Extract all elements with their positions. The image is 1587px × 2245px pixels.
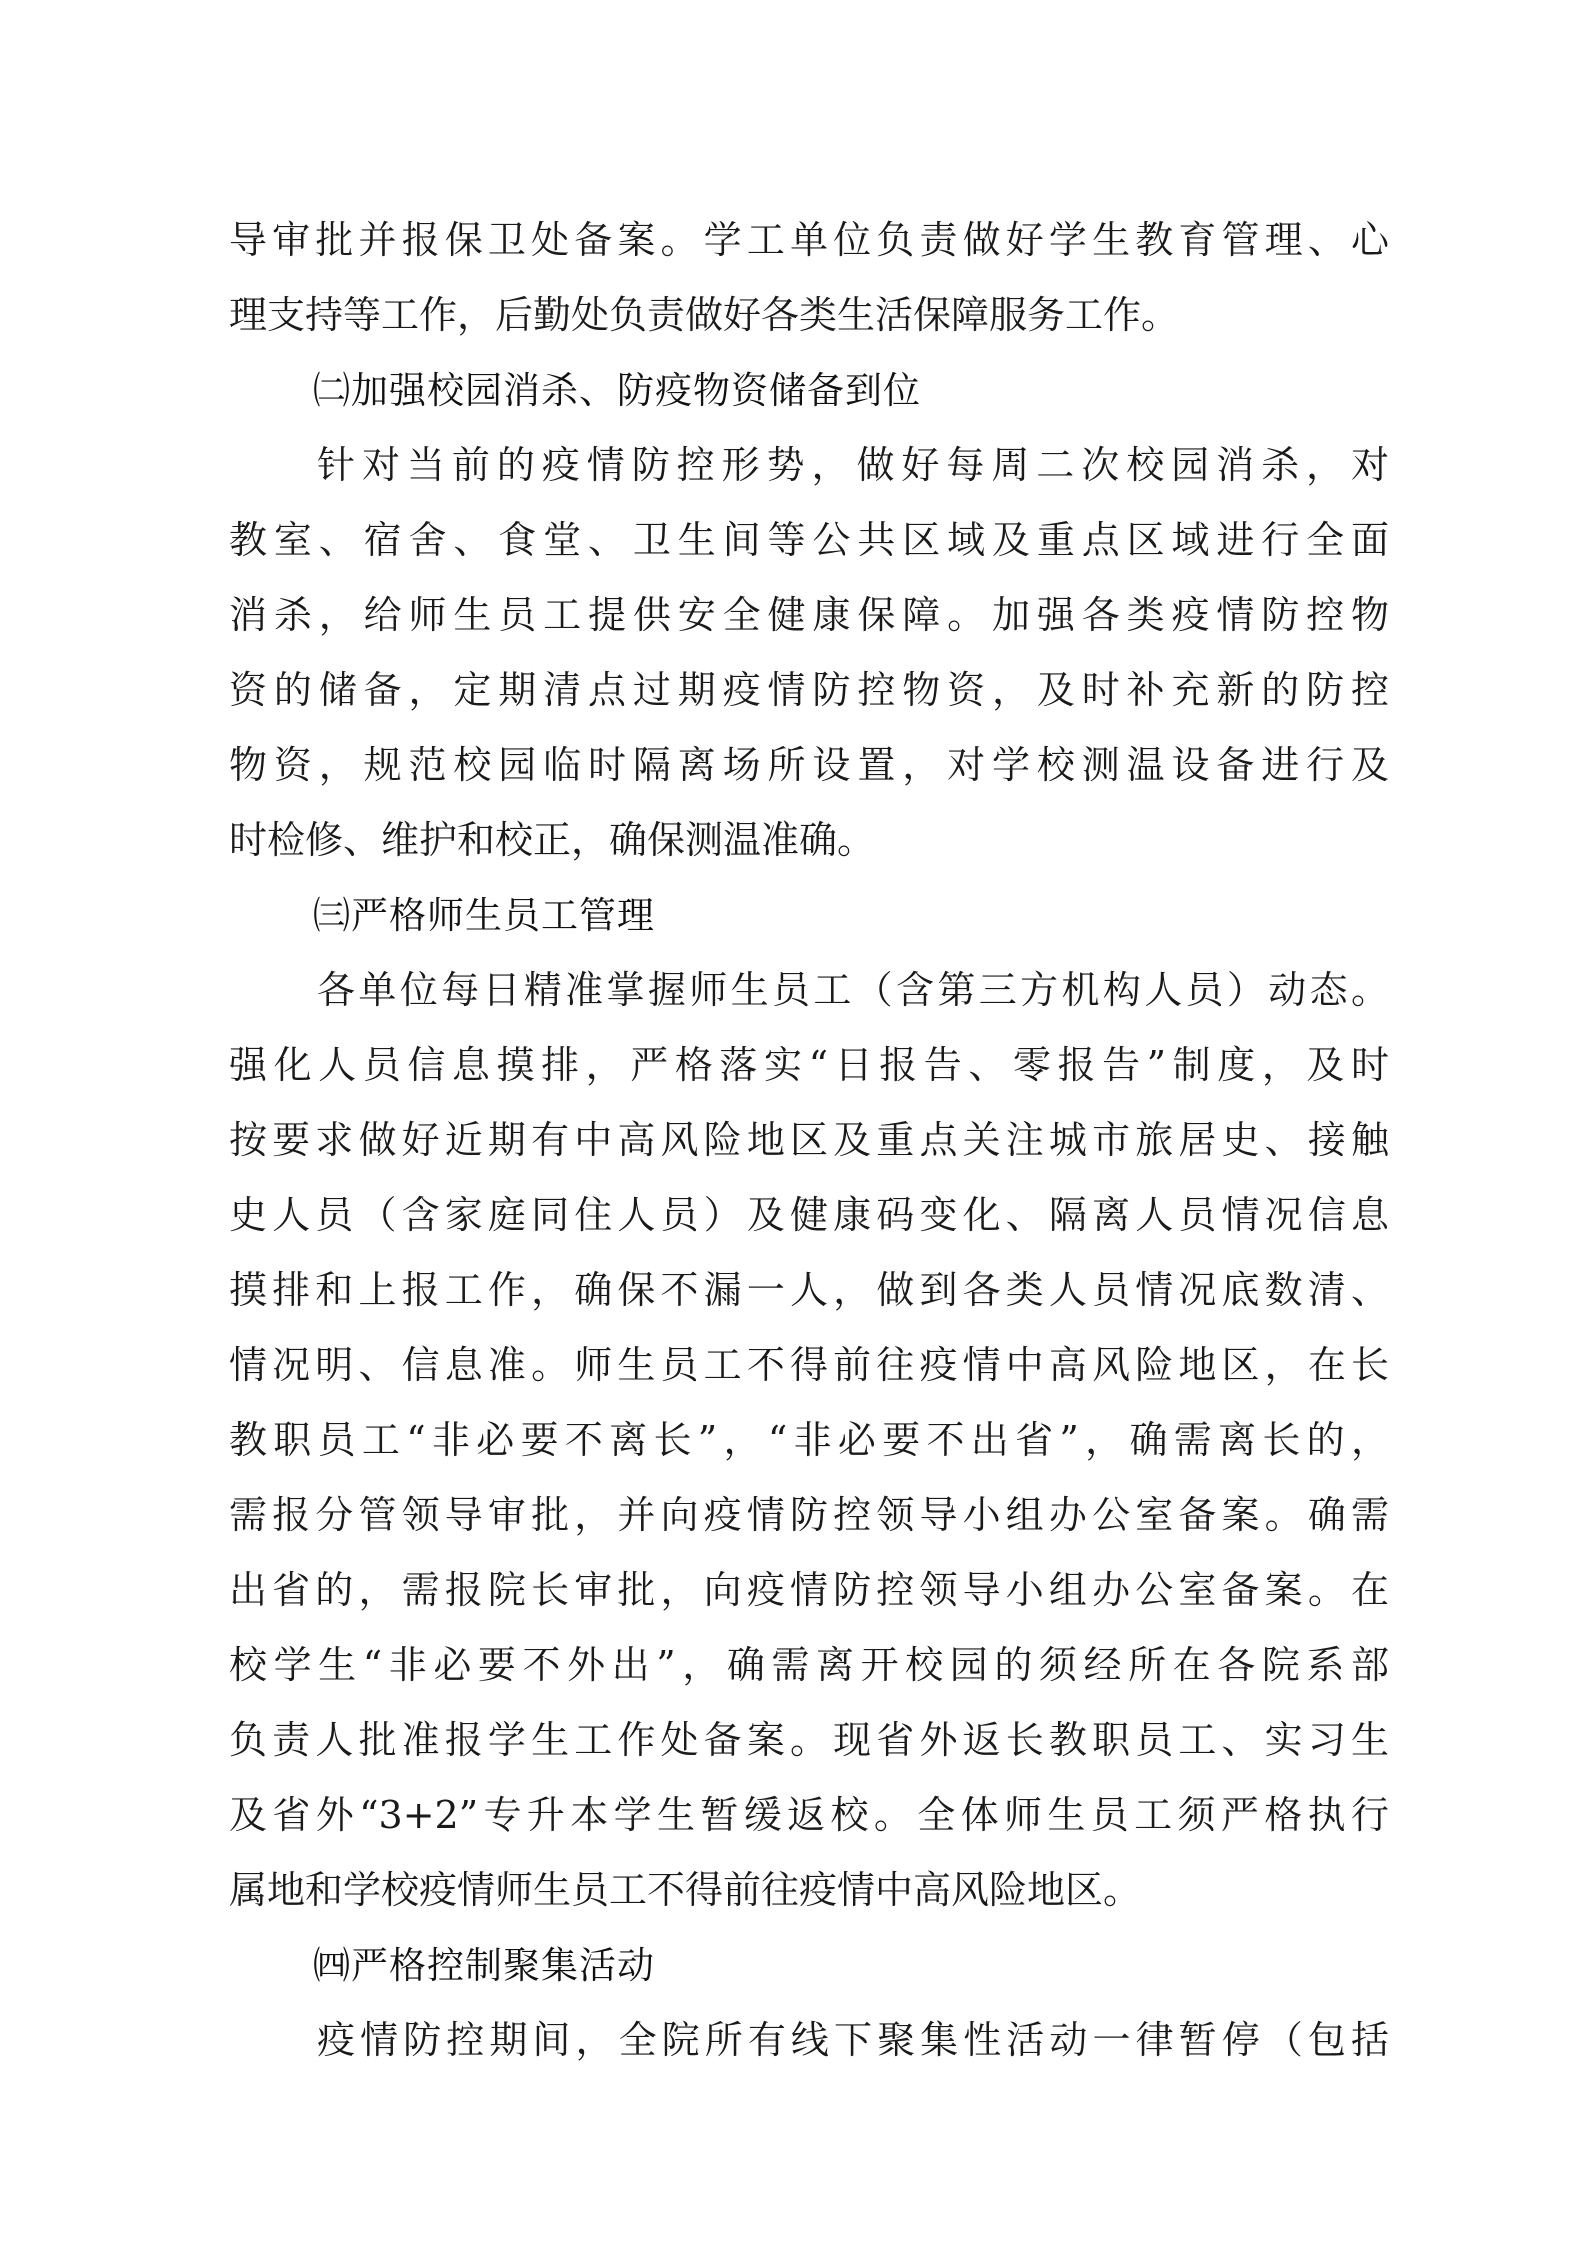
body-text-line: 强化人员信息摸排，严格落实“日报告、零报告”制度，及时 [229, 1043, 1389, 1087]
body-text-line: 资的储备，定期清点过期疫情防控物资，及时补充新的防控 [229, 668, 1389, 712]
body-text-line: 属地和学校疫情师生员工不得前往疫情中高风险地区。 [229, 1868, 1142, 1912]
body-text-line: 出省的，需报院长审批，向疫情防控领导小组办公室备案。在 [229, 1568, 1389, 1612]
body-text-line: 针对当前的疫情防控形势，做好每周二次校园消杀，对 [317, 443, 1389, 487]
body-text-line: 导审批并报保卫处备案。学工单位负责做好学生教育管理、心 [229, 218, 1389, 262]
section-heading-2: ㈡加强校园消杀、防疫物资储备到位 [313, 369, 921, 412]
body-text-line: 教职员工“非必要不离长”，“非必要不出省”，确需离长的， [229, 1418, 1389, 1462]
body-text-line: 情况明、信息准。师生员工不得前往疫情中高风险地区，在长 [229, 1343, 1389, 1387]
body-text-line: 史人员（含家庭同住人员）及健康码变化、隔离人员情况信息 [229, 1193, 1389, 1237]
body-text-line: 时检修、维护和校正，确保测温准确。 [229, 818, 876, 862]
body-text-line: 理支持等工作，后勤处负责做好各类生活保障服务工作。 [229, 293, 1180, 337]
body-text-line: 负责人批准报学生工作处备案。现省外返长教职员工、实习生 [229, 1718, 1389, 1762]
body-text-line: 物资，规范校园临时隔离场所设置，对学校测温设备进行及 [229, 743, 1389, 787]
body-text-line: 需报分管领导审批，并向疫情防控领导小组办公室备案。确需 [229, 1493, 1389, 1537]
body-text-line: 消杀，给师生员工提供安全健康保障。加强各类疫情防控物 [229, 593, 1389, 637]
body-text-line: 各单位每日精准掌握师生员工（含第三方机构人员）动态。 [317, 968, 1389, 1012]
body-text-line: 教室、宿舍、食堂、卫生间等公共区域及重点区域进行全面 [229, 518, 1389, 562]
body-text-line: 校学生“非必要不外出”，确需离开校园的须经所在各院系部 [229, 1643, 1389, 1687]
section-heading-3: ㈢严格师生员工管理 [313, 894, 655, 937]
body-text-line: 按要求做好近期有中高风险地区及重点关注城市旅居史、接触 [229, 1118, 1389, 1162]
body-text-line: 疫情防控期间，全院所有线下聚集性活动一律暂停（包括 [317, 2018, 1389, 2062]
document-body [229, 203, 1389, 2078]
body-text-line: 及省外“3+2”专升本学生暂缓返校。全体师生员工须严格执行 [229, 1793, 1389, 1837]
body-text-line: 摸排和上报工作，确保不漏一人，做到各类人员情况底数清、 [229, 1268, 1389, 1312]
section-heading-4: ㈣严格控制聚集活动 [313, 1944, 655, 1987]
